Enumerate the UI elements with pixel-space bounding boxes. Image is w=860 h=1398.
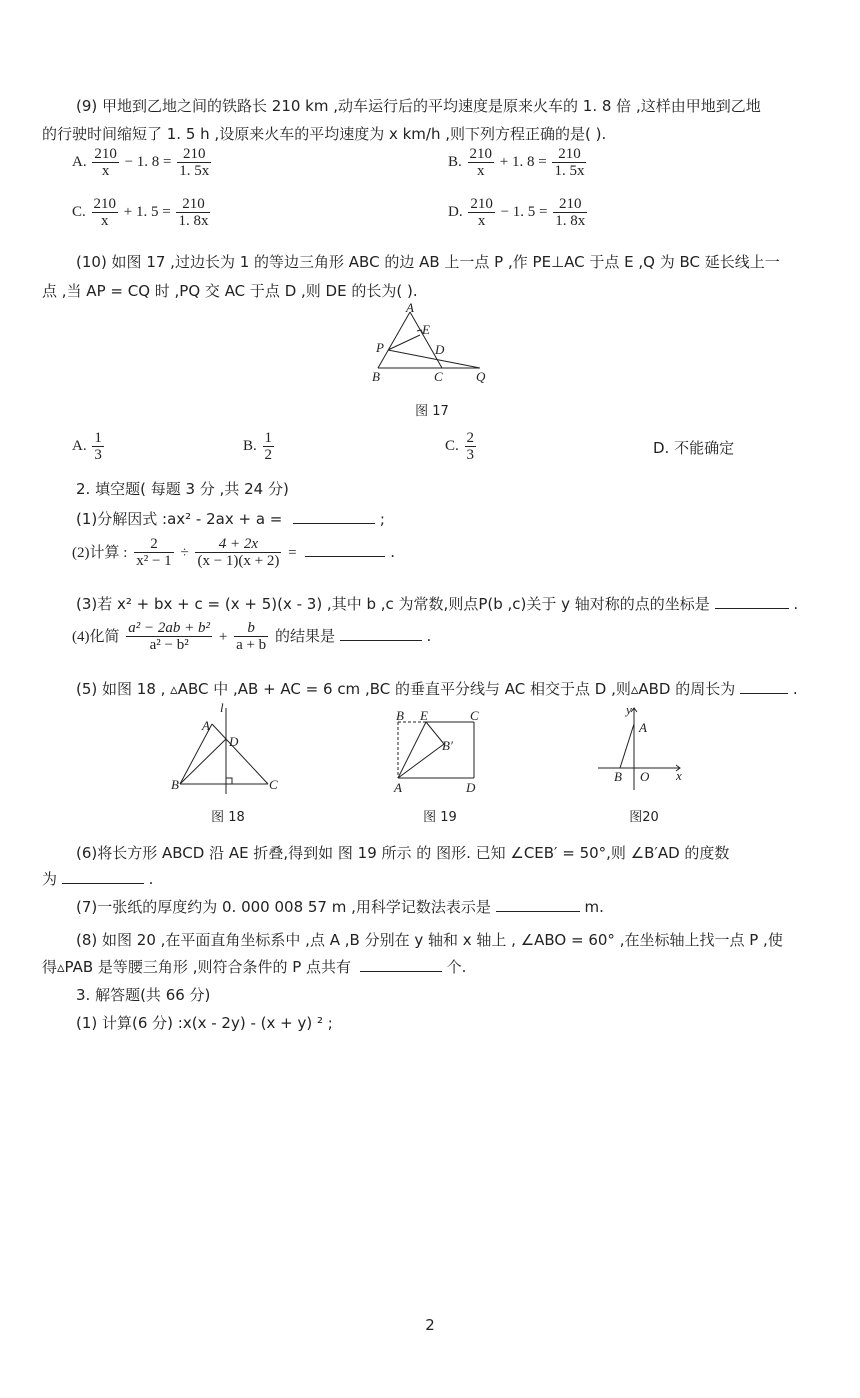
denominator: 3 [94,447,102,463]
operator: + [218,629,228,645]
denominator: 3 [466,447,475,463]
label-d: D [466,780,476,795]
denominator: 1. 8x [178,213,209,229]
label-b: B [372,369,380,384]
q10-option-c [445,430,478,463]
s2-problem-4 [72,620,431,653]
numerator: 210 [552,146,586,163]
denominator: 1. 8x [555,213,586,229]
label-b-prime: B′ [442,738,453,753]
problem-text: 为 [42,870,58,888]
punctuation: . [390,543,395,561]
label-c: C [269,777,278,792]
label-l: l [220,702,224,715]
figure-18 [170,702,282,798]
numerator: 210 [176,196,210,213]
q9-line2: 的行驶时间缩短了 1. 5 h ,设原来火车的平均速度为 x km/h ,则下列方程正确的是( ). [42,125,607,143]
problem-text: 的结果是 [274,627,335,645]
numerator: 2 [466,430,475,446]
answer-blank[interactable] [740,679,788,694]
label-c: C [434,369,443,384]
denominator: x² − 1 [136,553,172,569]
figure-17 [368,302,492,386]
s2-problem-7 [76,896,604,918]
answer-blank[interactable] [305,542,385,557]
q10-line1: (10) 如图 17 ,过边长为 1 的等边三角形 ABC 的边 AB 上一点 P ,作 PE⊥AC 于点 E ,Q 为 BC 延长线上一 [76,253,780,271]
q10-option-d: D. 不能确定 [653,439,735,457]
problem-text: (2)计算 : [72,545,128,561]
numerator: 210 [93,196,117,212]
denominator: x [101,213,109,229]
label-a: A [202,718,210,733]
figure-20 [594,702,688,796]
q9-option-a [72,146,213,179]
q9-option-b [448,146,588,179]
label-e: E [420,708,428,723]
operator: − 1. 5 = [500,204,548,220]
figure-18-caption: 图 18 [211,810,245,825]
denominator: x [477,163,485,179]
punctuation: . [793,595,799,613]
s2-problem-8-line2 [42,956,466,978]
denominator: 1. 5x [554,163,585,179]
problem-text: (7)一张纸的厚度约为 0. 000 008 57 m ,用科学记数法表示是 [76,898,491,916]
label-p: P [376,340,384,355]
punctuation: . [792,680,798,698]
unit: 个. [446,958,467,976]
page-number: 2 [425,1316,435,1334]
label-d: D [229,734,239,749]
label-y: y [626,702,632,717]
label-o: O [640,769,650,784]
numerator: b [234,620,268,637]
problem-text: (3)若 x² + bx + c = (x + 5)(x - 3) ,其中 b ,c 为常数,则点P(b ,c)关于 y 轴对称的点的坐标是 [76,595,710,613]
answer-blank[interactable] [715,594,789,609]
punctuation: . [148,870,154,888]
denominator: x [101,163,110,179]
numerator: 2 [134,536,173,553]
numerator: 210 [553,196,587,213]
option-label: C. [72,204,86,220]
problem-text: 得▵PAB 是等腰三角形 ,则符合条件的 P 点共有 [42,958,352,976]
s2-problem-6-line2 [42,868,153,890]
operator: + 1. 5 = [123,204,171,220]
option-label: A. [72,154,87,170]
denominator: (x − 1)(x + 2) [197,553,280,569]
punctuation: ; [379,510,385,528]
numerator: 1 [94,430,102,446]
denominator: a² − b² [149,637,189,653]
option-label: A. [72,438,87,454]
label-a: A [639,720,647,735]
numerator: 4 + 2x [195,536,281,553]
label-q: Q [476,369,486,384]
numerator: 1 [264,430,273,446]
answer-blank[interactable] [360,957,442,972]
answer-blank[interactable] [340,626,422,641]
s2-problem-3 [76,593,798,615]
section-2-heading: 2. 填空题( 每题 3 分 ,共 24 分) [76,480,289,498]
s2-problem-5 [76,678,798,700]
figure-20-caption: 图20 [629,810,659,825]
problem-text: (4)化简 [72,629,120,645]
label-c: C [470,708,479,723]
section-3-heading: 3. 解答题(共 66 分) [76,986,211,1004]
label-b: B [614,769,622,784]
punctuation: . [426,627,432,645]
s2-problem-8-line1: (8) 如图 20 ,在平面直角坐标系中 ,点 A ,B 分别在 y 轴和 x 轴上 , ∠ABO = 60° ,在坐标轴上找一点 P ,使 [76,931,783,949]
numerator: 210 [469,146,493,162]
s3-problem-1: (1) 计算(6 分) :x(x - 2y) - (x + y) ² ; [76,1014,333,1032]
operator: = [288,545,297,561]
q9-option-c [72,196,212,229]
figure-19-caption: 图 19 [423,810,457,825]
operator: ÷ [180,545,189,561]
numerator: 210 [470,196,493,212]
unit: m. [584,898,604,916]
label-x: x [676,768,682,783]
option-label: B. [448,154,462,170]
numerator: 210 [94,146,117,162]
label-d: D [435,342,445,357]
label-b: B [171,777,179,792]
s2-problem-1 [76,508,385,530]
label-a: A [394,780,402,795]
q10-line2: 点 ,当 AP = CQ 时 ,PQ 交 AC 于点 D ,则 DE 的长为( ). [42,282,418,300]
q10-option-a [72,430,106,463]
denominator: 1. 5x [179,163,210,179]
denominator: 2 [264,447,273,463]
problem-text: (1)分解因式 :ax² - 2ax + a = [76,510,283,528]
label-b: B [396,708,404,723]
answer-blank[interactable] [496,897,580,912]
q9-line1: (9) 甲地到乙地之间的铁路长 210 km ,动车运行后的平均速度是原来火车的 1. 8 倍 ,这样由甲地到乙地 [76,97,761,115]
figure-19 [390,706,490,796]
operator: − 1. 8 = [124,154,172,170]
figure-17-caption: 图 17 [415,404,449,419]
label-a: A [406,302,414,315]
option-label: D. [448,204,463,220]
problem-text: (5) 如图 18 , ▵ABC 中 ,AB + AC = 6 cm ,BC 的垂直平分线与 AC 相交于点 D ,则▵ABD 的周长为 [76,680,736,698]
numerator: a² − 2ab + b² [128,620,211,636]
option-label: B. [243,438,257,454]
denominator: x [477,213,486,229]
label-e: E [422,322,430,337]
q10-option-b [243,430,276,463]
denominator: a + b [236,637,267,653]
numerator: 210 [177,146,211,163]
answer-blank[interactable] [62,869,144,884]
q9-option-d [448,196,589,229]
option-label: C. [445,438,459,454]
answer-blank[interactable] [293,509,375,524]
operator: + 1. 8 = [499,154,547,170]
s2-problem-2 [72,536,395,569]
s2-problem-6-line1: (6)将长方形 ABCD 沿 AE 折叠,得到如 图 19 所示 的 图形. 已知 ∠CEB′ = 50°,则 ∠B′AD 的度数 [76,844,730,862]
